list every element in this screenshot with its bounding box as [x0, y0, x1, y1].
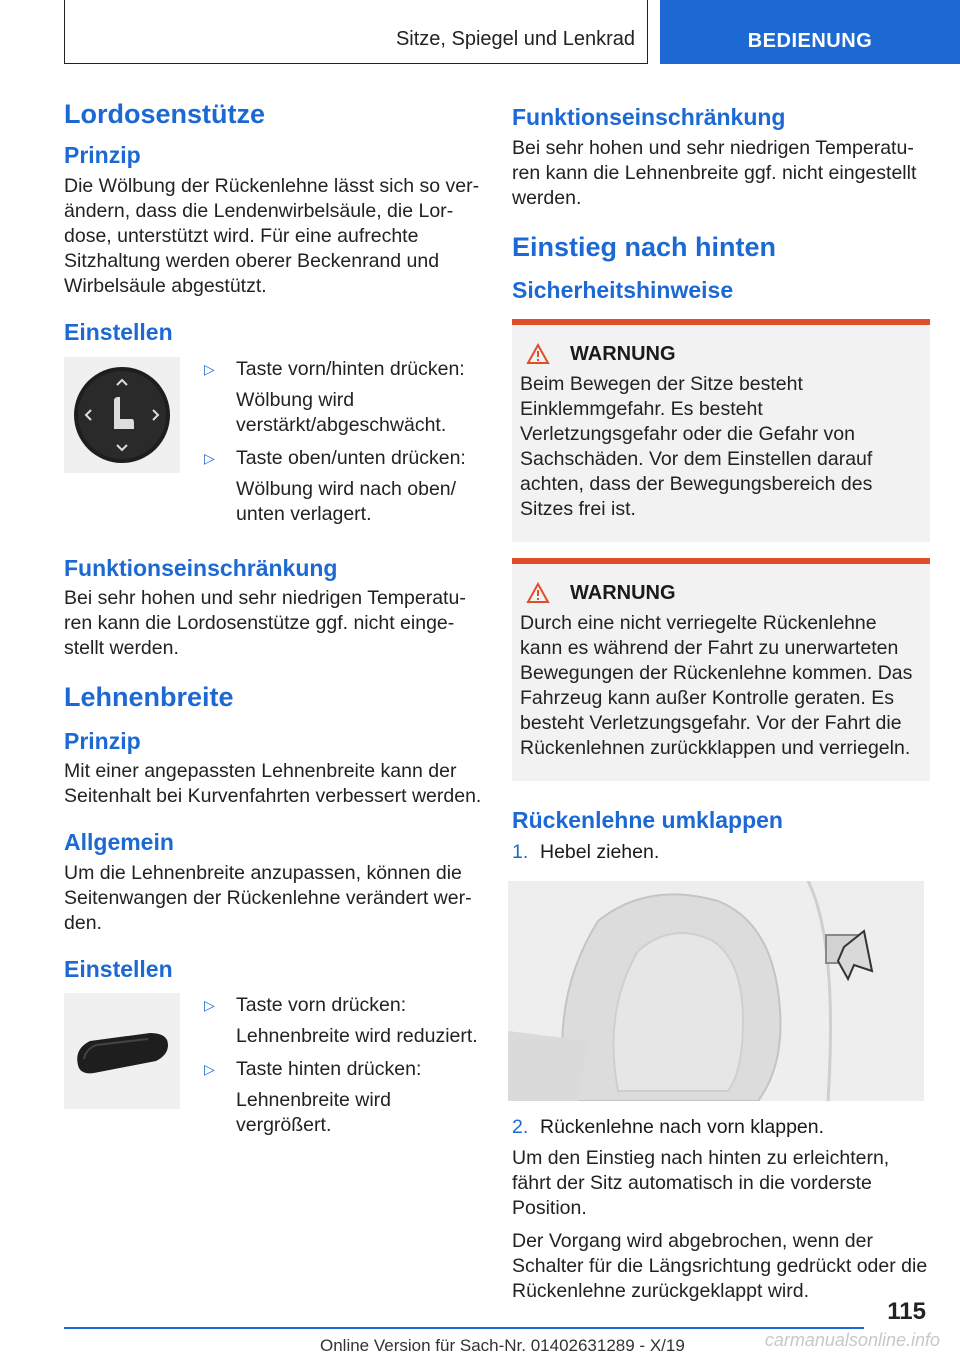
warning-box-2 [512, 558, 930, 781]
paragraph-automatik: Um den Einstieg nach hinten zu erleichtern, fährt der Sitz automatisch in die vorderste Position. [512, 1147, 890, 1220]
warning-triangle-icon [526, 582, 550, 604]
header-chapter-label: BEDIENUNG [747, 30, 873, 52]
list-item: ▷ Taste vorn drücken: [204, 994, 407, 1017]
heading-funktionseinschraenkung-2: Funktionseinschränkung [512, 104, 786, 130]
width-switch-icon [64, 993, 180, 1109]
step-text: Hebel ziehen. [540, 841, 660, 864]
heading-sicherheitshinweise: Sicherheitshinweise [512, 276, 734, 303]
heading-einstellen-1: Einstellen [64, 318, 173, 345]
heading-prinzip-1: Prinzip [64, 142, 141, 169]
header-section-title: Sitze, Spiegel und Lenkrad [395, 28, 635, 50]
einstellen-2-row [64, 993, 482, 1146]
heading-lehnenbreite: Lehnenbreite [64, 682, 234, 713]
step-text: Rückenlehne nach vorn klappen. [540, 1116, 825, 1139]
warning-text: Durch eine nicht verriegelte Rückenlehne kann es während der Fahrt zu unerwarteten Bewegungen der Rückenlehne kommen. Das Fahrzeug kann außer Kontrolle geraten. Es besteht Verletzungsgefahr. Vor der Fahrt die Rückenlehnen zurückklappen und verriegeln. [520, 611, 913, 759]
paragraph-funktion-2: Bei sehr hohen und sehr niedrigen Temperaturen kann die Lehnenbreite ggf. nicht eingestellt werden. [512, 136, 917, 209]
numbered-step [512, 840, 930, 865]
step-number: 1. [512, 841, 529, 864]
heading-rueckenlehne-umklappen: Rückenlehne umklappen [512, 806, 783, 833]
einstellen-1-row [64, 357, 482, 535]
step-number: 2. [512, 1116, 529, 1139]
paragraph-prinzip-1: Die Wölbung der Rückenlehne lässt sich so verändern, dass die Lendenwirbelsäule, die Lordose, unterstützt wird. Für eine aufrechte Sitzhaltung werden oberer Beckenrand und Wirbelsäule abgestützt. [64, 174, 480, 297]
numbered-step [512, 1115, 930, 1140]
triangle-bullet-icon: ▷ [204, 360, 215, 377]
list-item: ▷ Taste oben/unten drücken: [204, 446, 466, 469]
page-number: 115 [887, 1298, 926, 1325]
triangle-bullet-icon: ▷ [204, 449, 215, 466]
einstellen-1-steps [200, 357, 482, 535]
paragraph-funktion-1: Bei sehr hohen und sehr niedrigen Temperaturen kann die Lordosenstütze ggf. nicht eingestellt werden. [64, 587, 466, 660]
list-item-result: Wölbung wird verstärkt/abgeschwächt. [236, 388, 447, 436]
triangle-bullet-icon: ▷ [204, 997, 215, 1014]
header-section-box [64, 0, 648, 64]
footer-rule [64, 1327, 864, 1329]
einstellen-2-steps [200, 993, 482, 1146]
seat-lever-photo [508, 881, 924, 1101]
heading-einstellen-2: Einstellen [64, 955, 173, 982]
right-column [512, 104, 930, 1304]
paragraph-prinzip-2: Mit einer angepassten Lehnenbreite kann der Seitenhalt bei Kurvenfahrten verbessert werden. [64, 760, 482, 808]
lordose-control-image [64, 357, 180, 473]
heading-prinzip-2: Prinzip [64, 727, 141, 754]
watermark: carmanualsonline.info [764, 1330, 940, 1350]
heading-allgemein: Allgemein [64, 829, 174, 856]
warning-title: WARNUNG [570, 581, 676, 604]
triangle-bullet-icon: ▷ [204, 1061, 215, 1078]
warning-title: WARNUNG [570, 342, 676, 365]
list-item-result: Lehnenbreite wird vergrößert. [236, 1089, 392, 1137]
header-chapter-tab [660, 0, 960, 64]
warning-box-1 [512, 319, 930, 542]
list-item-result: Wölbung wird nach oben/ unten verlagert. [236, 477, 457, 525]
list-item-result: Lehnenbreite wird reduziert. [236, 1025, 478, 1048]
lehnenbreite-control-image [64, 993, 180, 1109]
lordose-switch-icon [64, 357, 180, 473]
footer-online-version: Online Version für Sach-Nr. 01402631289 - X/19 [320, 1336, 685, 1355]
heading-lordosenstuetze: Lordosenstütze [64, 99, 266, 129]
seat-image [508, 881, 924, 1101]
paragraph-abbruch: Der Vorgang wird abgebrochen, wenn der Schalter für die Längsrichtung gedrückt oder die Rückenlehne zurückgeklappt wird. [512, 1230, 928, 1303]
list-item: ▷ Taste vorn/hinten drücken: [204, 357, 465, 380]
heading-funktionseinschraenkung-1: Funktionseinschränkung [64, 554, 338, 581]
heading-einstieg-nach-hinten: Einstieg nach hinten [512, 231, 777, 262]
warning-triangle-icon [526, 343, 550, 365]
paragraph-allgemein: Um die Lehnenbreite anzupassen, können die Seitenwangen der Rückenlehne verändert werden. [64, 861, 472, 934]
list-item: ▷ Taste hinten drücken: [204, 1058, 422, 1081]
warning-text: Beim Bewegen der Sitze besteht Einklemmgefahr. Es besteht Verletzungsgefahr oder die Gefahr von Sachschäden. Vor dem Einstellen darauf achten, dass der Bewegungsbereich des Sitzes frei ist. [520, 372, 873, 520]
left-column [64, 98, 482, 1146]
